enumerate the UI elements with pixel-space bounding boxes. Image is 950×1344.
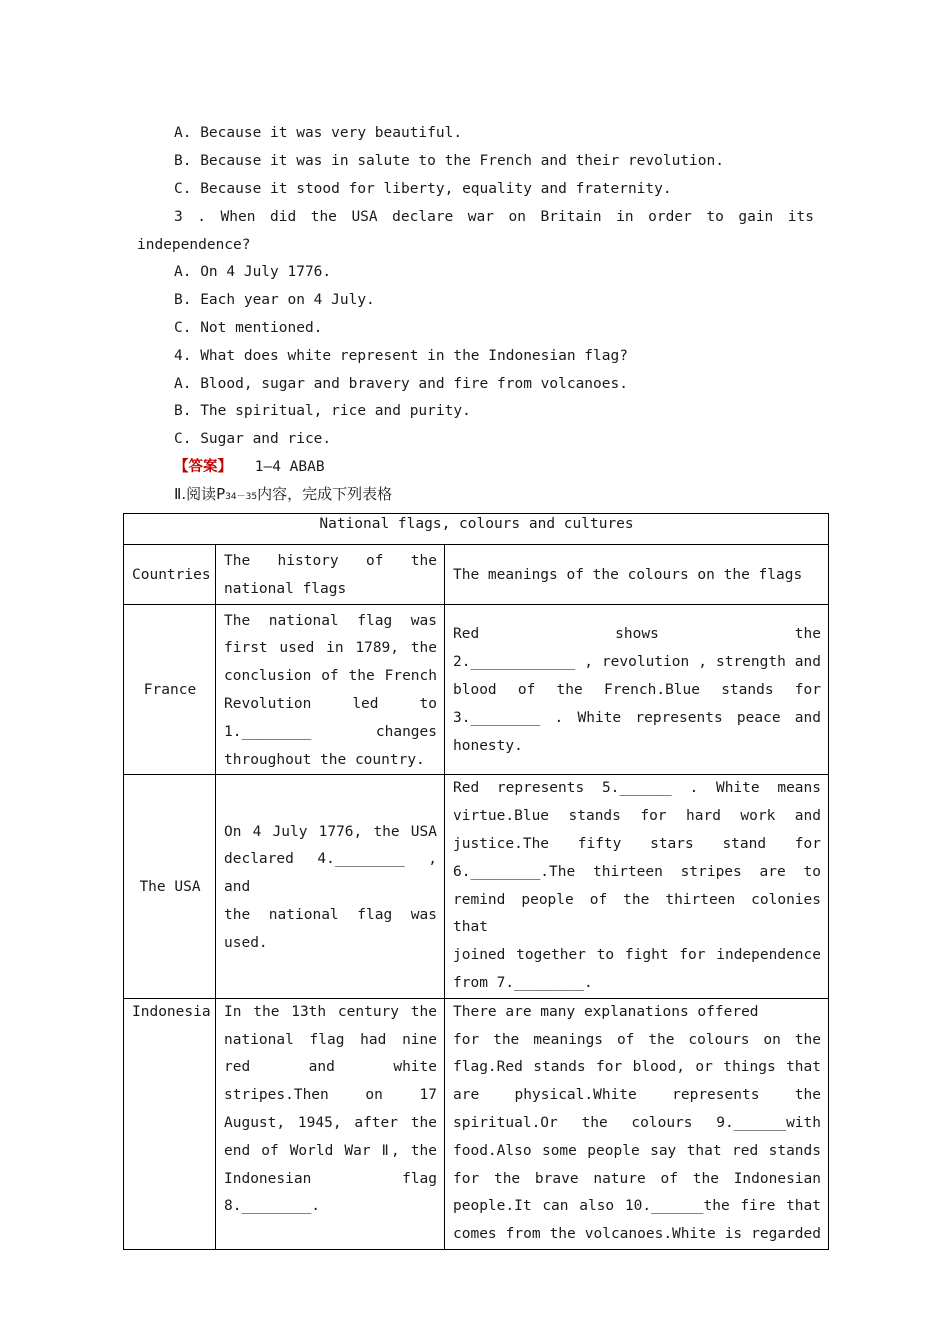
indonesia-history-line: end of World War Ⅱ, the [224, 1142, 437, 1159]
indonesia-blank-8-line: 8.________. [224, 1198, 321, 1215]
usa-meaning-line: remind people of the thirteen colonies that [453, 891, 821, 936]
indonesia-history-line: August, 1945, after the [224, 1114, 437, 1131]
country-france: France [124, 604, 216, 775]
usa-meanings [445, 775, 829, 998]
q2-option-b: B. Because it was in salute to the French and their revolution. [174, 153, 724, 169]
q4-option-a: A. Blood, sugar and bravery and fire from volcanoes. [174, 376, 628, 392]
usa-meaning-line: justice.The fifty stars stand for [453, 835, 821, 852]
header-history [216, 545, 445, 605]
header-meanings: The meanings of the colours on the flags [445, 545, 829, 605]
usa-meaning-line: virtue.Blue stands for hard work and [453, 808, 821, 825]
indonesia-blank-10-line: people.It can also 10.______the fire that [453, 1198, 821, 1215]
france-blank-3-line: 3.________ . White represents peace and [453, 709, 821, 726]
usa-history-line: used. [224, 934, 268, 951]
q4-option-c: C. Sugar and rice. [174, 431, 332, 447]
q3-stem-line2: independence? [137, 237, 251, 253]
answer-line [174, 457, 325, 477]
q3-option-b: B. Each year on 4 July. [174, 292, 375, 308]
france-blank-2-line: 2.____________ , revolution , strength and [453, 654, 821, 671]
indonesia-history-line: Indonesian flag [224, 1170, 437, 1187]
indonesia-history-line: national flag had nine [224, 1031, 437, 1048]
indonesia-meaning-line: comes from the volcanoes.White is regarded [453, 1226, 821, 1243]
indonesia-history-line: red and white [224, 1059, 437, 1076]
table-title: National flags, colours and cultures [124, 514, 829, 545]
indonesia-history-line: stripes.Then on 17 [224, 1087, 437, 1104]
indonesia-blank-9-line: spiritual.Or the colours 9.______with [453, 1114, 821, 1131]
france-meaning-line: honesty. [453, 737, 523, 754]
usa-meaning-line: joined together to fight for independence [453, 947, 821, 964]
country-usa: The USA [124, 775, 216, 998]
q3-option-a: A. On 4 July 1776. [174, 264, 332, 280]
q4-option-b: B. The spiritual, rice and purity. [174, 403, 471, 419]
q3-option-c: C. Not mentioned. [174, 320, 323, 336]
france-meaning-line: Red shows the [453, 626, 821, 643]
usa-history [216, 775, 445, 998]
france-history-line: throughout the country. [224, 751, 425, 768]
header-history-line2: national flags [224, 580, 347, 597]
indonesia-meaning-line: food.Also some people say that red stands [453, 1142, 821, 1159]
france-history-line: Revolution led to [224, 695, 437, 712]
table-row [124, 604, 829, 775]
france-history-line: conclusion of the French [224, 668, 437, 685]
france-meaning-line: blood of the French.Blue stands for [453, 682, 821, 699]
country-indonesia: Indonesia [124, 998, 216, 1249]
indonesia-meanings [445, 998, 829, 1249]
header-countries: Countries [124, 545, 216, 605]
france-history-line: The national flag was [224, 612, 437, 629]
usa-blank-6-line: 6.________.The thirteen stripes are to [453, 863, 821, 880]
table-row [124, 998, 829, 1249]
usa-history-line: On 4 July 1776, the USA [224, 823, 437, 840]
header-history-line1: The history of the [224, 553, 437, 569]
table-header-row [124, 545, 829, 605]
usa-history-line: the national flag was [224, 906, 437, 923]
q4-stem: 4. What does white represent in the Indonesian flag? [174, 348, 628, 364]
answer-text: 1—4 ABAB [254, 459, 325, 475]
flags-table [123, 513, 829, 1250]
q2-option-a: A. Because it was very beautiful. [174, 125, 463, 141]
answer-tag: 【答案】 [174, 459, 232, 475]
q2-option-c: C. Because it stood for liberty, equality and fraternity. [174, 181, 672, 197]
section2-suffix: 内容，完成下列表格 [257, 485, 393, 503]
section2-prefix: Ⅱ.阅读P [174, 485, 226, 503]
indonesia-history [216, 998, 445, 1249]
france-history [216, 604, 445, 775]
indonesia-meaning-line: for the brave nature of the Indonesian [453, 1170, 821, 1187]
section2-heading [174, 484, 392, 507]
france-blank-1-line: 1.________ changes [224, 723, 437, 740]
indonesia-meaning-line: flag.Red stands for blood, or things that [453, 1059, 821, 1076]
indonesia-meaning-line: are physical.White represents the [453, 1087, 821, 1104]
usa-blank-5-line: Red represents 5.______ . White means [453, 780, 821, 797]
q3-stem-line1: 3 . When did the USA declare war on Britain in order to gain its [174, 209, 814, 225]
france-history-line: first used in 1789, the [224, 640, 437, 657]
indonesia-history-line: In the 13th century the [224, 1003, 437, 1020]
indonesia-meaning-line: for the meanings of the colours on the [453, 1031, 821, 1048]
usa-blank-7-line: from 7.________. [453, 974, 593, 991]
usa-blank-4-line: declared 4.________ , and [224, 851, 437, 896]
france-meanings [445, 604, 829, 775]
table-row [124, 775, 829, 998]
indonesia-meaning-line: There are many explanations offered [453, 1003, 759, 1020]
section2-page-range: 34－35 [225, 492, 258, 502]
table-title-row [124, 514, 829, 545]
